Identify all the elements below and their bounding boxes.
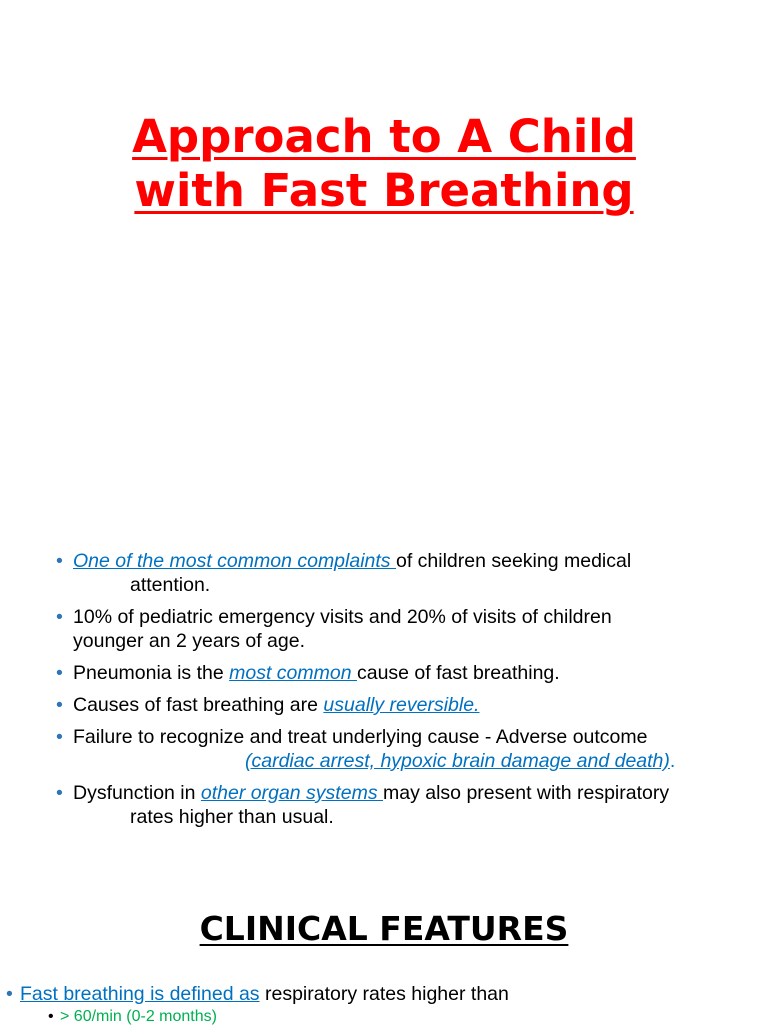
bullet-continuation: attention. (130, 574, 211, 596)
bullet-emergency-visits (56, 605, 736, 653)
rate-threshold-text: > 60/min (0-2 months) (60, 1008, 217, 1025)
highlight-text: (cardiac arrest, hypoxic brain damage and death) (245, 750, 670, 772)
bullet-icon: • (56, 694, 63, 716)
bullet-text: Dysfunction in (73, 782, 201, 804)
highlight-text: One of the most common complaints (73, 550, 396, 572)
bullet-icon: • (56, 662, 63, 684)
bullet-text-after: . (669, 750, 676, 772)
bullet-common-complaints (56, 549, 736, 597)
bullet-text: Causes of fast breathing are (73, 694, 324, 716)
bullet-icon: • (56, 606, 63, 628)
clinical-features-list (6, 982, 756, 1028)
feature-text: respiratory rates higher than (259, 983, 509, 1005)
bullet-icon: • (56, 782, 63, 804)
bullet-continuation: rates higher than usual. (130, 806, 334, 828)
rate-thresholds-list (20, 1006, 756, 1028)
rate-threshold-item (48, 1006, 756, 1028)
bullet-icon: • (56, 550, 63, 572)
slide-title-line1: Approach to A Child (132, 110, 636, 163)
slide-title (0, 110, 768, 218)
bullet-pneumonia (56, 661, 736, 685)
bullet-text: Failure to recognize and treat underlying cause - Adverse outcome (73, 726, 648, 748)
bullet-failure-adverse (56, 725, 736, 773)
bullet-text: Pneumonia is the (73, 662, 230, 684)
bullet-organ-dysfunction (56, 781, 736, 829)
bullet-continuation: younger an 2 years of age. (73, 630, 305, 652)
highlight-text: most common (229, 662, 357, 684)
feature-fast-breathing-definition (6, 982, 756, 1028)
bullet-text-after: cause of fast breathing. (356, 662, 560, 684)
highlight-text: usually reversible. (323, 694, 480, 716)
bullet-icon: • (6, 983, 13, 1005)
bullet-text: of children seeking medical (395, 550, 632, 572)
bullet-reversible (56, 693, 736, 717)
highlight-text: other organ systems (200, 782, 383, 804)
section-title: CLINICAL FEATURES (199, 909, 569, 948)
bullet-text: 10% of pediatric emergency visits and 20% of visits of children (73, 606, 612, 628)
bullet-continuation (73, 749, 736, 773)
feature-label: Fast breathing is defined as (20, 983, 260, 1005)
bullet-text-after: may also present with respiratory (383, 782, 670, 804)
slide-title-line2: with Fast Breathing (134, 164, 634, 217)
bullet-icon: • (56, 726, 63, 748)
intro-bullet-list (56, 549, 736, 837)
sub-bullet-icon: • (48, 1008, 54, 1025)
